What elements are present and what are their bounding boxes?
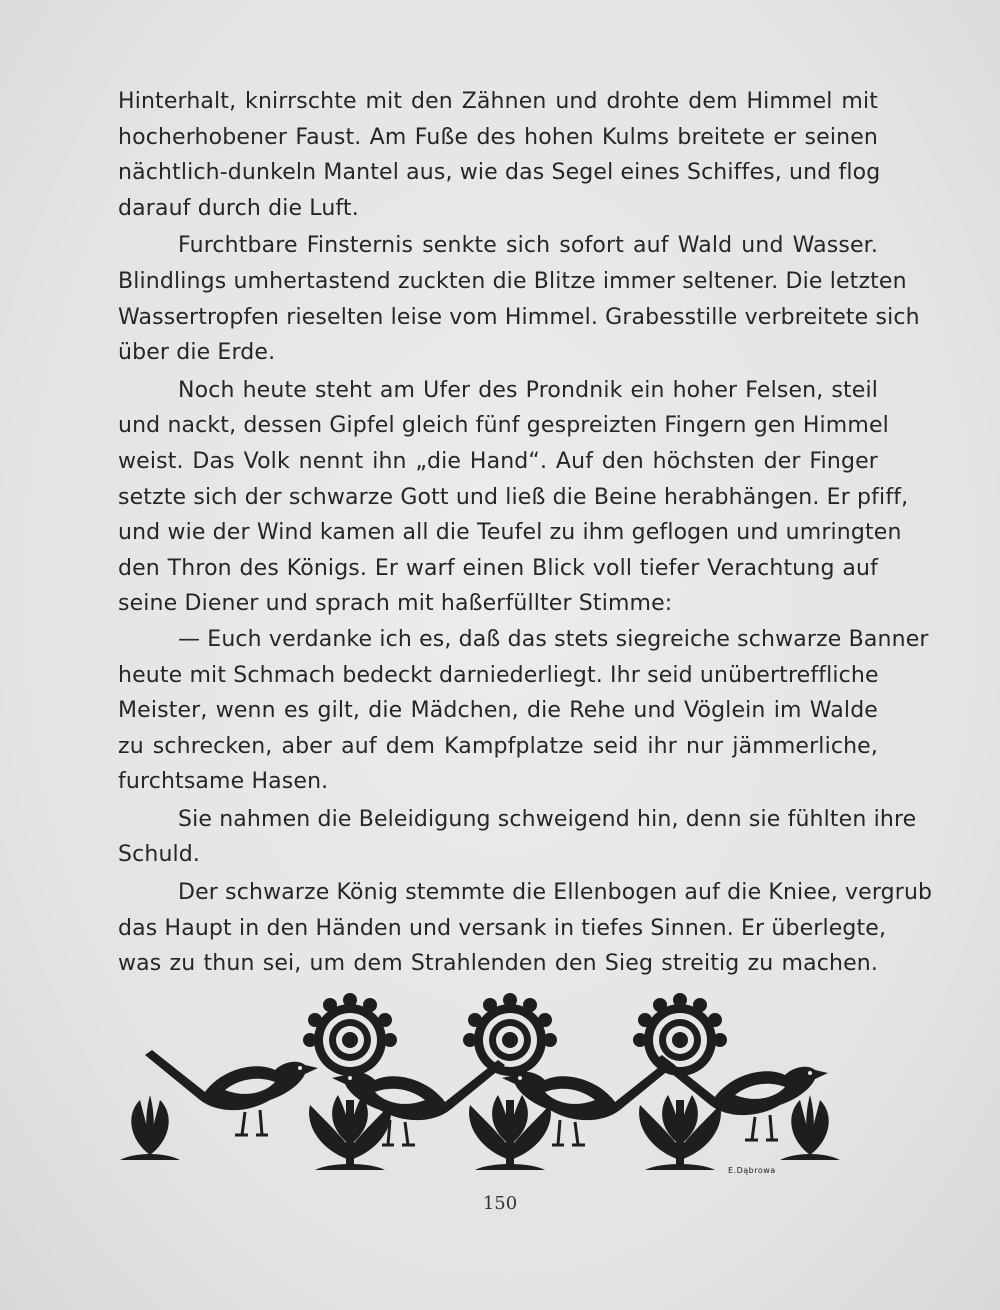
paragraph-5 — [118, 802, 917, 873]
illustrator-signature: E.Dąbrowa — [728, 1166, 776, 1175]
text-line: Meister, wenn es gilt, die Mädchen, die Rehe und Vöglein im Walde — [118, 698, 878, 724]
magpie-icon — [145, 1050, 318, 1135]
text-line: setzte sich der schwarze Gott und ließ die Beine herabhängen. Er pfiff, — [118, 484, 909, 510]
paragraph-1 — [118, 84, 881, 226]
text-line: Sie nahmen die Beleidigung schweigend hin, denn sie fühlten ihre — [178, 806, 917, 832]
text-line: und nackt, dessen Gipfel gleich fünf gespreizten Fingern gen Himmel — [118, 413, 889, 439]
text-line: und wie der Wind kamen all die Teufel zu ihm geflogen und umringten — [118, 520, 902, 546]
text-line: Schuld. — [118, 842, 201, 868]
magpie-flower-ornament — [120, 985, 840, 1185]
text-line: weist. Das Volk nennt ihn „die Hand“. Auf den höchsten der Finger — [118, 448, 878, 474]
text-line: was zu thun sei, um dem Strahlenden den Sieg streitig zu machen. — [118, 951, 878, 977]
text-line: Blindlings umhertastend zuckten die Blitze immer seltener. Die letzten — [118, 268, 907, 294]
text-line: seine Diener und sprach mit haßerfüllter Stimme: — [118, 591, 673, 617]
text-line: Hinterhalt, knirrschte mit den Zähnen und drohte dem Himmel mit — [118, 89, 878, 114]
leaf-icon — [120, 1095, 180, 1160]
text-line: über die Erde. — [118, 340, 276, 366]
text-line: — Euch verdanke ich es, daß das stets siegreiche schwarze Banner — [178, 626, 929, 652]
text-line: zu schrecken, aber auf dem Kampfplatze seid ihr nur jämmerliche, — [118, 733, 878, 759]
text-line: darauf durch die Luft. — [118, 195, 359, 221]
page-number: 150 — [482, 1193, 518, 1214]
paragraph-4 — [118, 622, 929, 800]
paragraph-3 — [118, 373, 909, 622]
text-line: Wassertropfen rieselten leise vom Himmel. Grabesstille verbreitete sich — [118, 304, 920, 330]
paragraph-2 — [118, 228, 920, 370]
text-line: den Thron des Königs. Er warf einen Blick voll tiefer Verachtung auf — [118, 555, 878, 581]
text-line: heute mit Schmach bedeckt darniederliegt. Ihr seid unübertreffliche — [118, 662, 879, 688]
text-line: Noch heute steht am Ufer des Prondnik ein hoher Felsen, steil — [178, 377, 878, 403]
text-line: furchtsame Hasen. — [118, 769, 329, 795]
leaf-icon — [780, 1095, 840, 1160]
text-line: nächtlich-dunkeln Mantel aus, wie das Segel eines Schiffes, und flog — [118, 160, 881, 186]
text-line: Der schwarze König stemmte die Ellenbogen auf die Kniee, vergrub — [178, 880, 933, 906]
text-line: das Haupt in den Händen und versank in tiefes Sinnen. Er überlegte, — [118, 915, 887, 941]
paragraph-6 — [118, 875, 933, 982]
body-text — [118, 84, 933, 982]
text-line: hocherhobener Faust. Am Fuße des hohen Kulms breitete er seinen — [118, 124, 878, 150]
text-line: Furchtbare Finsternis senkte sich sofort auf Wald und Wasser. — [178, 233, 878, 259]
